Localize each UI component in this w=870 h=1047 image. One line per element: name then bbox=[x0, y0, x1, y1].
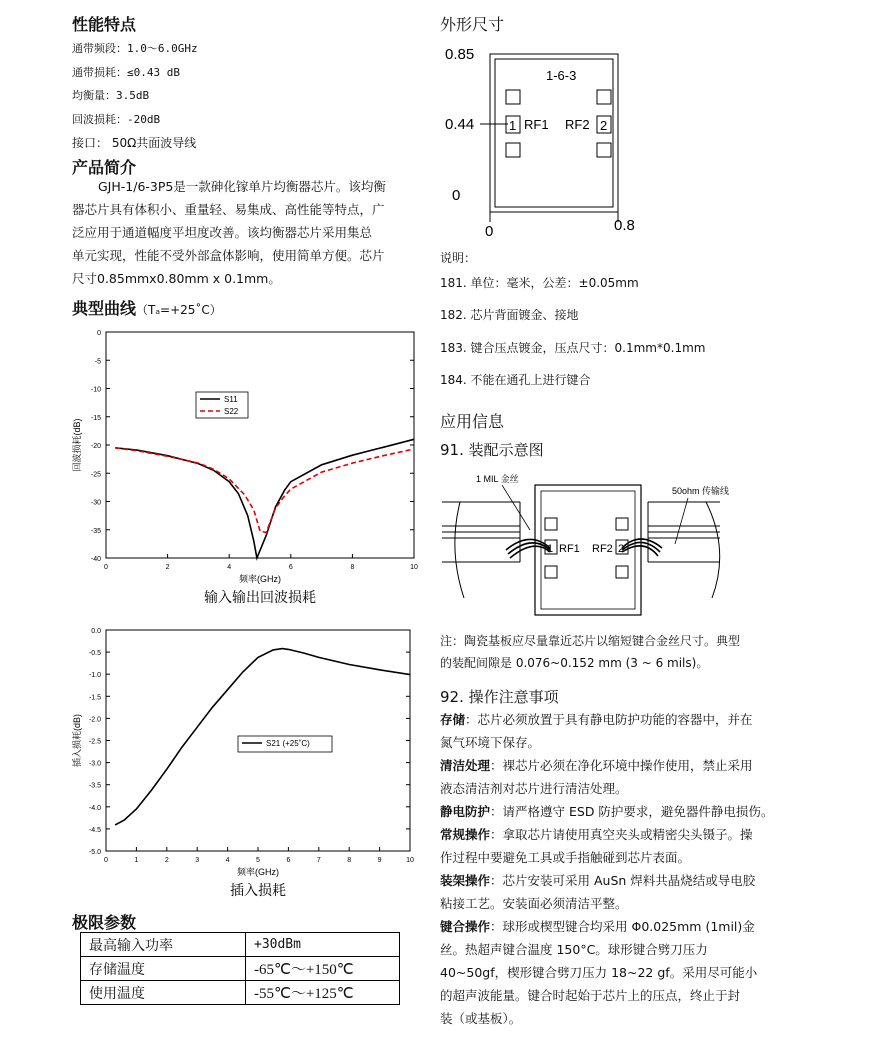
y-top-label: 0.85 bbox=[445, 46, 475, 63]
clean-line: 液态清洁剂对芯片进行清洁处理。 bbox=[440, 781, 628, 796]
pad-bottom-right bbox=[616, 566, 628, 578]
limit-param: 最高输入功率 bbox=[81, 933, 246, 957]
legend-label: S11 bbox=[224, 395, 238, 404]
pad-top-left bbox=[506, 90, 520, 104]
curves-title bbox=[72, 296, 222, 319]
clean-label: 清洁处理 bbox=[440, 758, 491, 773]
y-axis-label: 插入损耗(dB) bbox=[72, 713, 82, 768]
pad-1-label: 1 bbox=[547, 543, 554, 555]
intro-line: 单元实现，性能不受外部盒体影响，使用简单方便。芯片 bbox=[72, 248, 385, 263]
feature-return-loss: 回波损耗：-20dB bbox=[72, 113, 161, 126]
notes-title: 说明： bbox=[440, 251, 477, 265]
mount-line: 粘接工艺。安装面必须清洁平整。 bbox=[440, 896, 628, 911]
intro-line: 器芯片具有体积小、重量轻、易集成、高性能等特点，广 bbox=[72, 202, 385, 217]
bond-line: 的超声波能量。键合时起始于芯片上的压点，终止于封 bbox=[440, 988, 741, 1003]
normal-label: 常规操作 bbox=[440, 827, 491, 842]
x-right-label: 0.8 bbox=[614, 217, 635, 234]
limits-table bbox=[80, 932, 400, 1005]
rf2-label: RF2 bbox=[565, 117, 590, 132]
clean-text: ：裸芯片必须在净化环境中操作使用，禁止采用 bbox=[490, 758, 753, 773]
limit-value: +30dBm bbox=[246, 933, 400, 957]
x-tick-label: 2 bbox=[165, 564, 170, 571]
chip-label: 1-6-3 bbox=[546, 68, 577, 83]
app-title: 应用信息 bbox=[440, 412, 505, 431]
legend-box bbox=[196, 392, 248, 418]
pad-bottom-left bbox=[545, 566, 557, 578]
assembly-note-line: 注：陶瓷基板应尽量靠近芯片以缩短键合金丝尺寸。典型 bbox=[440, 634, 741, 648]
mount-label: 装架操作 bbox=[440, 873, 491, 888]
y-tick-label: -40 bbox=[90, 556, 101, 563]
table-row bbox=[81, 933, 400, 957]
y-tick-label: -25 bbox=[90, 471, 101, 479]
x-tick-label: 10 bbox=[406, 857, 414, 864]
intro-line: GJH-1/6-3P5是一款砷化镓单片均衡器芯片。该均衡 bbox=[98, 179, 386, 194]
y-tick-label: 0.0 bbox=[91, 628, 101, 635]
storage-text: ：芯片必须放置于具有静电防护功能的容器中，并在 bbox=[465, 712, 753, 727]
assembly-note-line: 的装配间隙是 0.076~0.152 mm (3 ~ 6 mils)。 bbox=[440, 656, 709, 670]
y-tick-label: -1.5 bbox=[88, 694, 101, 702]
pad-1-label: 1 bbox=[509, 118, 517, 133]
insertion-loss-chart bbox=[66, 620, 426, 910]
legend-label: S21 (+25˚C) bbox=[266, 739, 310, 748]
intro-paragraph bbox=[72, 175, 417, 290]
bond-line: 丝。热超声键合温度 150°C。球形键合劈刀压力 bbox=[440, 942, 708, 957]
x-tick-label: 8 bbox=[350, 564, 355, 571]
curves-title-text: 典型曲线 bbox=[72, 299, 137, 318]
rf1-label: RF1 bbox=[524, 117, 549, 132]
x-tick-label: 0 bbox=[104, 564, 108, 571]
x-left-label: 0 bbox=[485, 223, 494, 240]
y-tick-label: -5.0 bbox=[88, 849, 101, 856]
y-tick-label: -30 bbox=[90, 499, 101, 507]
bond-label: 键合操作 bbox=[440, 919, 491, 934]
intro-line: 尺寸0.85mmx0.80mm x 0.1mm。 bbox=[72, 271, 281, 286]
y-tick-label: -5 bbox=[94, 358, 101, 366]
rf2-label: RF2 bbox=[592, 543, 613, 555]
pad-top-right bbox=[597, 90, 611, 104]
wire-pointer bbox=[502, 485, 530, 530]
rf1-label: RF1 bbox=[559, 543, 580, 555]
bond-wires bbox=[506, 539, 662, 558]
y-tick-label: -3.0 bbox=[88, 760, 101, 768]
y-tick-label: -1.0 bbox=[88, 672, 101, 680]
features-title: 性能特点 bbox=[72, 15, 137, 34]
curves-condition: （Tₐ=+25˚C） bbox=[136, 303, 222, 317]
y-tick-label: -10 bbox=[90, 386, 101, 394]
x-tick-label: 6 bbox=[286, 857, 291, 864]
pad-top-left bbox=[545, 518, 557, 530]
pad-2-label: 2 bbox=[618, 543, 625, 555]
table-row bbox=[81, 981, 400, 1005]
table-row bbox=[81, 957, 400, 981]
y-tick-label: -2.0 bbox=[88, 716, 101, 724]
pad-bottom-left bbox=[506, 143, 520, 157]
series-line-s11 bbox=[115, 439, 414, 558]
pad-2-label: 2 bbox=[600, 118, 608, 133]
return-loss-chart bbox=[66, 322, 426, 622]
note-item: 181. 单位：毫米，公差：±0.05mm bbox=[440, 276, 639, 290]
y-tick-label: -35 bbox=[90, 527, 101, 535]
y-bottom-label: 0 bbox=[452, 187, 461, 204]
x-tick-label: 10 bbox=[410, 564, 418, 571]
limit-value: -55℃～+125℃ bbox=[246, 981, 400, 1005]
pad-bottom-right bbox=[597, 143, 611, 157]
note-item: 182. 芯片背面镀金、接地 bbox=[440, 308, 579, 322]
x-tick-label: 2 bbox=[164, 857, 169, 864]
outline-drawing bbox=[440, 40, 660, 240]
legend-label: S22 bbox=[224, 407, 239, 416]
plot-frame bbox=[106, 332, 414, 558]
normal-line: 作过程中要避免工具或手指触碰到芯片表面。 bbox=[440, 850, 691, 865]
assembly-diagram bbox=[440, 470, 780, 620]
line-label: 50ohm 传输线 bbox=[672, 486, 730, 496]
operation-subtitle: 92. 操作注意事项 bbox=[440, 688, 559, 706]
assembly-subtitle: 91. 装配示意图 bbox=[440, 441, 544, 459]
limit-param: 使用温度 bbox=[81, 981, 246, 1005]
feature-band: 通带频段：1.0～6.0GHz bbox=[72, 42, 198, 55]
assembly-note bbox=[440, 630, 740, 674]
y-tick-label: -20 bbox=[90, 443, 101, 450]
x-tick-label: 9 bbox=[377, 857, 382, 864]
wire-label: 1 MIL 金丝 bbox=[476, 474, 519, 484]
chart-title: 输入输出回波损耗 bbox=[204, 589, 316, 605]
x-tick-label: 6 bbox=[288, 564, 293, 571]
esd-label: 静电防护 bbox=[440, 804, 491, 819]
storage-line: 氮气环境下保存。 bbox=[440, 735, 541, 750]
x-tick-label: 4 bbox=[227, 564, 232, 571]
operation-notes bbox=[440, 708, 785, 1030]
x-tick-label: 7 bbox=[316, 857, 321, 864]
y-axis-label: 回波损耗(dB) bbox=[72, 418, 82, 472]
normal-text: ：拿取芯片请使用真空夹头或精密尖头镊子。操 bbox=[490, 827, 753, 842]
y-tick-label: 0 bbox=[97, 330, 101, 337]
limit-value: -65℃～+150℃ bbox=[246, 957, 400, 981]
bond-line: 装（或基板）。 bbox=[440, 1011, 522, 1026]
y-tick-label: -3.5 bbox=[88, 782, 101, 790]
x-tick-label: 4 bbox=[225, 857, 230, 864]
y-tick-label: -2.5 bbox=[88, 738, 101, 746]
x-axis-label: 频率(GHz) bbox=[237, 867, 279, 877]
feature-equalization: 均衡量：3.5dB bbox=[72, 89, 150, 102]
intro-line: 泛应用于通道幅度平坦度改善。该均衡器芯片采用集总 bbox=[72, 225, 373, 240]
y-tick-label: -4.5 bbox=[88, 826, 101, 834]
bond-line: 40~50gf，楔形键合劈刀压力 18~22 gf。采用尽可能小 bbox=[440, 965, 758, 980]
mount-text: ：芯片安装可采用 AuSn 焊料共晶烧结或导电胶 bbox=[490, 873, 756, 888]
x-tick-label: 1 bbox=[134, 857, 139, 864]
series-line-s22 bbox=[115, 448, 414, 533]
feature-interface: 接口： 50Ω共面波导线 bbox=[72, 136, 197, 150]
x-axis-label: 频率(GHz) bbox=[239, 574, 281, 584]
x-tick-label: 0 bbox=[104, 857, 108, 864]
x-tick-label: 3 bbox=[195, 857, 200, 864]
y-tick-label: -0.5 bbox=[88, 650, 101, 658]
outline-title: 外形尺寸 bbox=[440, 15, 505, 34]
storage-label: 存储 bbox=[440, 712, 466, 727]
y-tick-label: -15 bbox=[90, 414, 101, 422]
limit-param: 存储温度 bbox=[81, 957, 246, 981]
note-item: 184. 不能在通孔上进行键合 bbox=[440, 373, 591, 387]
x-tick-label: 5 bbox=[256, 857, 260, 864]
y-tick-label: -4.0 bbox=[88, 804, 101, 812]
y-mid-label: 0.44 bbox=[445, 116, 475, 133]
chart-title: 插入损耗 bbox=[230, 882, 286, 898]
intro-title: 产品简介 bbox=[72, 158, 137, 177]
line-pointer bbox=[675, 498, 688, 544]
x-tick-label: 8 bbox=[347, 857, 352, 864]
left-substrate bbox=[442, 502, 520, 598]
note-item: 183. 键合压点镀金，压点尺寸：0.1mm*0.1mm bbox=[440, 341, 706, 355]
feature-loss: 通带损耗：≤0.43 dB bbox=[72, 66, 180, 79]
pad-top-right bbox=[616, 518, 628, 530]
limits-title: 极限参数 bbox=[72, 913, 137, 932]
esd-text: ：请严格遵守 ESD 防护要求，避免器件静电损伤。 bbox=[490, 804, 774, 819]
bond-text: ：球形或楔型键合均采用 Φ0.025mm (1mil)金 bbox=[490, 919, 755, 934]
